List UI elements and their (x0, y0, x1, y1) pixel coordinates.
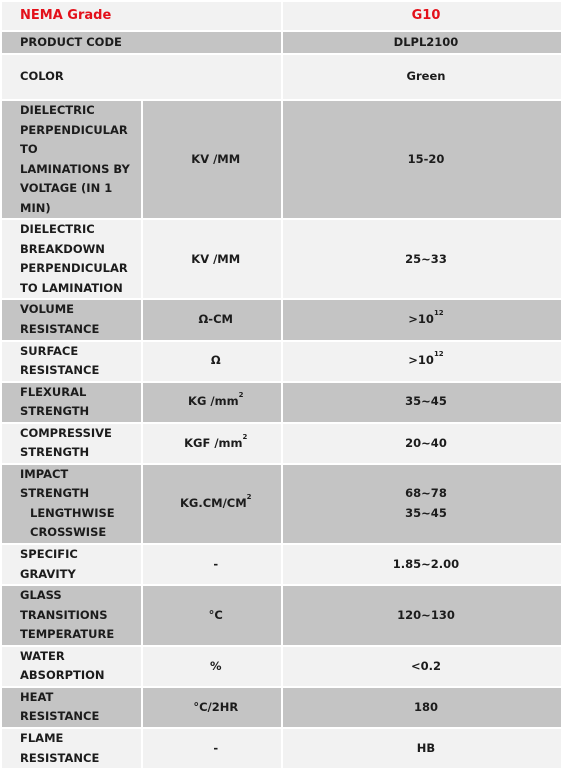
row-value: 35~45 (282, 382, 562, 423)
row-water-absorption (1, 646, 562, 687)
row-value: 15-20 (282, 100, 562, 219)
row-value: <0.2 (282, 646, 562, 687)
row-unit: KV /MM (142, 219, 283, 299)
row-label: VOLUME RESISTANCE (1, 299, 142, 340)
row-unit: °C (142, 585, 283, 646)
row-surface-resistance (1, 341, 562, 382)
row-value: 25~33 (282, 219, 562, 299)
row-label: SURFACE RESISTANCE (1, 341, 142, 382)
row-impact-strength (1, 464, 562, 544)
row-unit (142, 423, 283, 464)
row-label-sub-lengthwise: LENGTHWISE (30, 505, 115, 520)
unit-exponent: 2 (246, 493, 252, 502)
row-unit: Ω-CM (142, 299, 283, 340)
unit-exponent: 2 (242, 432, 248, 441)
row-specific-gravity (1, 544, 562, 585)
row-label: HEAT RESISTANCE (1, 687, 142, 728)
row-flexural-strength (1, 382, 562, 423)
row-value (282, 299, 562, 340)
row-label: COMPRESSIVE STRENGTH (1, 423, 142, 464)
row-color (1, 54, 562, 100)
row-label: GLASS TRANSITIONS TEMPERATURE (1, 585, 142, 646)
unit-base: KG /mm (188, 394, 239, 409)
value-exponent: 12 (433, 350, 444, 359)
row-volume-resistance (1, 299, 562, 340)
row-label-line1: DIELECTRIC BREAKDOWN PERPENDICULAR (20, 222, 128, 276)
row-value (282, 464, 562, 544)
row-glass-transition (1, 585, 562, 646)
row-value: 1.85~2.00 (282, 544, 562, 585)
row-label (1, 100, 142, 219)
row-product-code (1, 31, 562, 54)
row-unit: % (142, 646, 283, 687)
row-label-line2: TO LAMINATION (20, 280, 123, 295)
row-unit: Ω (142, 341, 283, 382)
row-value: 20~40 (282, 423, 562, 464)
row-dielectric-breakdown (1, 219, 562, 299)
row-label: FLEXURAL STRENGTH (1, 382, 142, 423)
value-base: >10 (408, 353, 434, 368)
row-unit: KV /MM (142, 100, 283, 219)
unit-base: KGF /mm (184, 435, 243, 450)
row-value: 180 (282, 687, 562, 728)
row-label: SPECIFIC GRAVITY (1, 544, 142, 585)
row-value: Green (282, 54, 562, 100)
row-label-main: IMPACT STRENGTH (20, 466, 90, 501)
value-crosswise: 35~45 (405, 505, 447, 520)
row-label: WATER ABSORPTION (1, 646, 142, 687)
row-value: DLPL2100 (282, 31, 562, 54)
row-unit: °C/2HR (142, 687, 283, 728)
row-label (1, 464, 142, 544)
unit-base: KG.CM/CM (179, 496, 247, 511)
row-label: COLOR (1, 54, 282, 100)
row-label (1, 219, 142, 299)
row-label-sub-crosswise: CROSSWISE (30, 525, 107, 540)
header-row (1, 1, 562, 31)
row-label: PRODUCT CODE (1, 31, 282, 54)
header-label: NEMA Grade (1, 1, 282, 31)
row-label: FLAME RESISTANCE (1, 728, 142, 769)
row-flame-resistance (1, 728, 562, 769)
row-dielectric-voltage (1, 100, 562, 219)
row-unit: - (142, 544, 283, 585)
row-label-line2: LAMINATIONS BY VOLTAGE (IN 1 MIN) (20, 161, 130, 215)
row-value (282, 341, 562, 382)
unit-exponent: 2 (238, 391, 244, 400)
value-lengthwise: 68~78 (405, 486, 447, 501)
row-unit (142, 464, 283, 544)
value-exponent: 12 (433, 309, 444, 318)
row-value: HB (282, 728, 562, 769)
header-value: G10 (282, 1, 562, 31)
row-heat-resistance (1, 687, 562, 728)
row-compressive-strength (1, 423, 562, 464)
row-unit: - (142, 728, 283, 769)
value-base: >10 (408, 312, 434, 327)
row-value: 120~130 (282, 585, 562, 646)
row-label-line1: DIELECTRIC PERPENDICULAR TO (20, 103, 128, 157)
row-unit (142, 382, 283, 423)
